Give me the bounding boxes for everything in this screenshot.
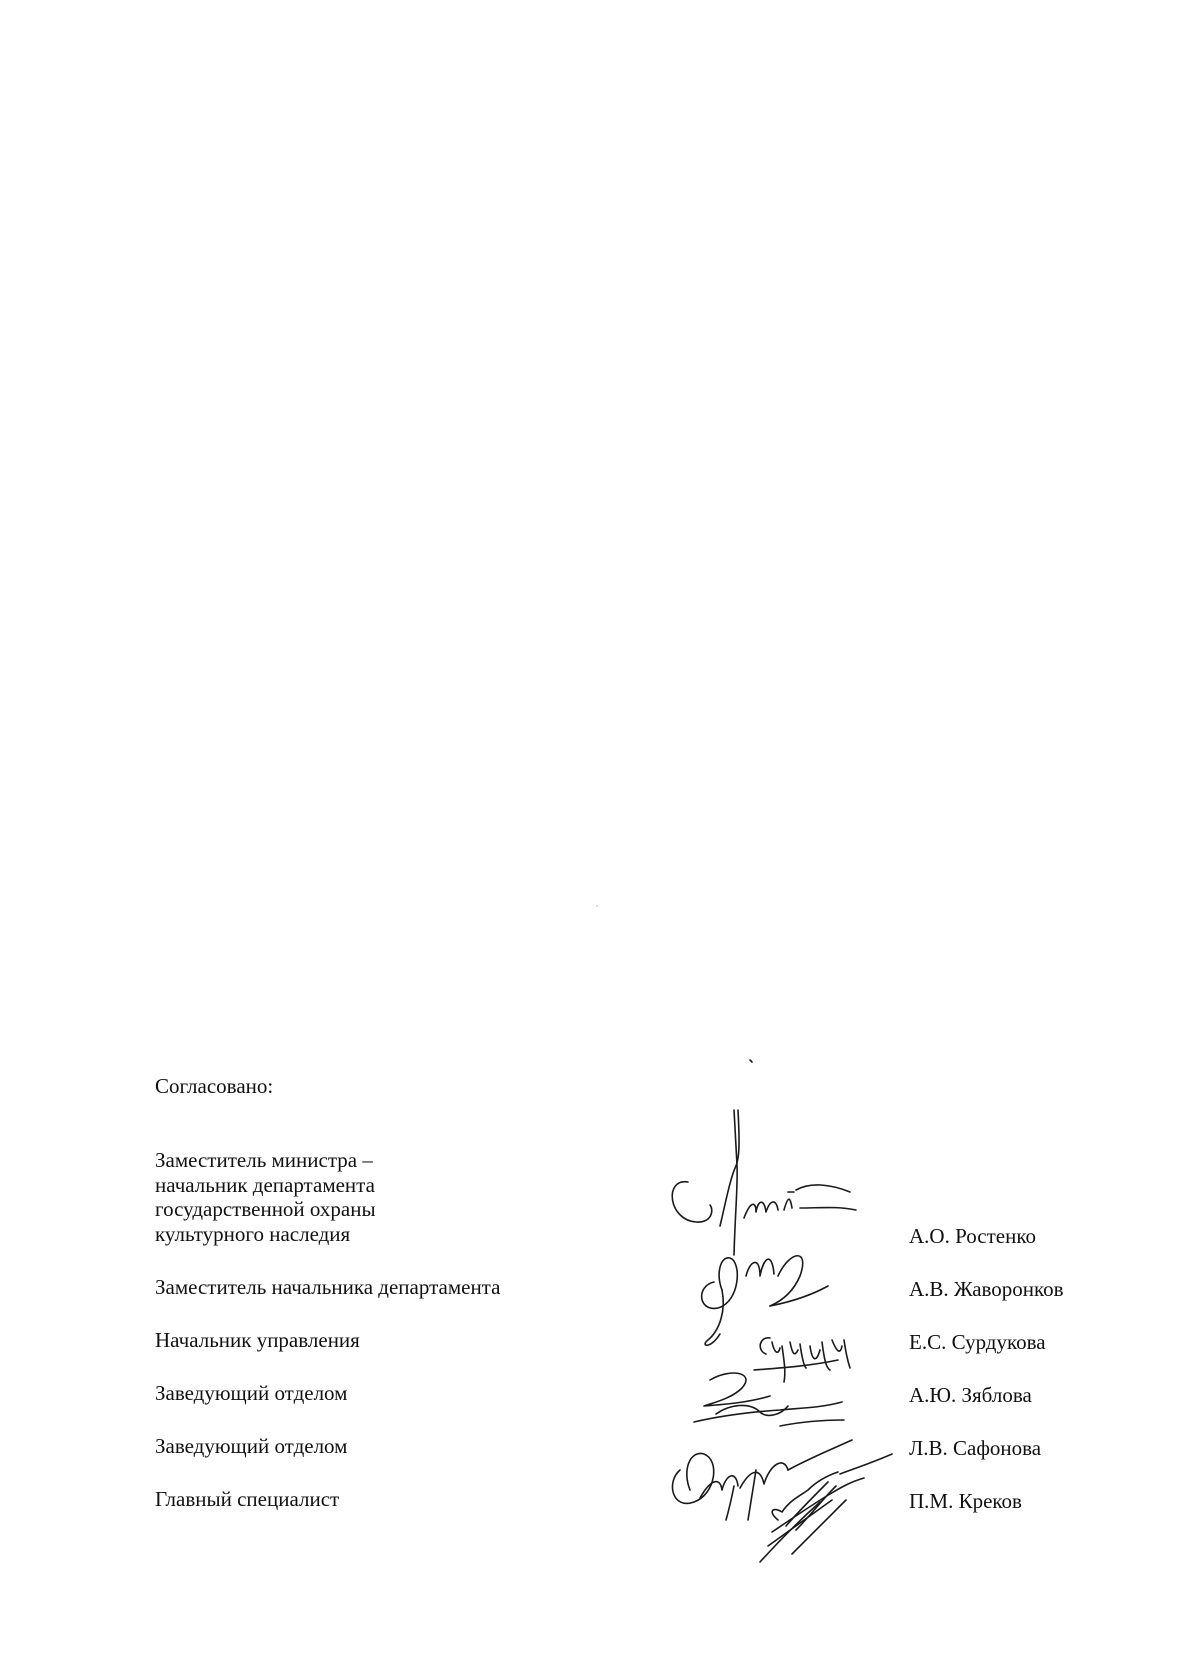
signature-zhavoronkov [702,1256,828,1346]
signatory-position: Заместитель министра – начальник департамента государственной охраны культурного наследия [155,1148,376,1246]
signature-safonova [672,1440,852,1520]
signatory-position: Заведующий отделом [155,1433,348,1458]
handwritten-signatures [660,1050,900,1570]
signature-zyablova [694,1373,844,1426]
signatory-position: Заведующий отделом [155,1380,348,1405]
signatory-position: Заместитель начальника департамента [155,1274,501,1299]
signature-surdukova [754,1338,850,1382]
signatory-position: Главный специалист [155,1486,340,1511]
signatory-name: Е.С. Сурдукова [909,1329,1046,1354]
signatory-position: Начальник управления [155,1327,360,1352]
signature-rostenko [672,1060,856,1255]
signatory-name: П.М. Креков [909,1488,1022,1513]
signatory-name: А.В. Жаворонков [909,1276,1064,1301]
signatory-name: А.О. Ростенко [909,1223,1036,1248]
signatory-name: Л.В. Сафонова [909,1435,1042,1460]
approval-heading: Согласовано: [155,1074,274,1098]
signature-krekov [760,1454,892,1562]
signatory-name: А.Ю. Зяблова [909,1382,1032,1407]
scan-speck [596,905,598,907]
